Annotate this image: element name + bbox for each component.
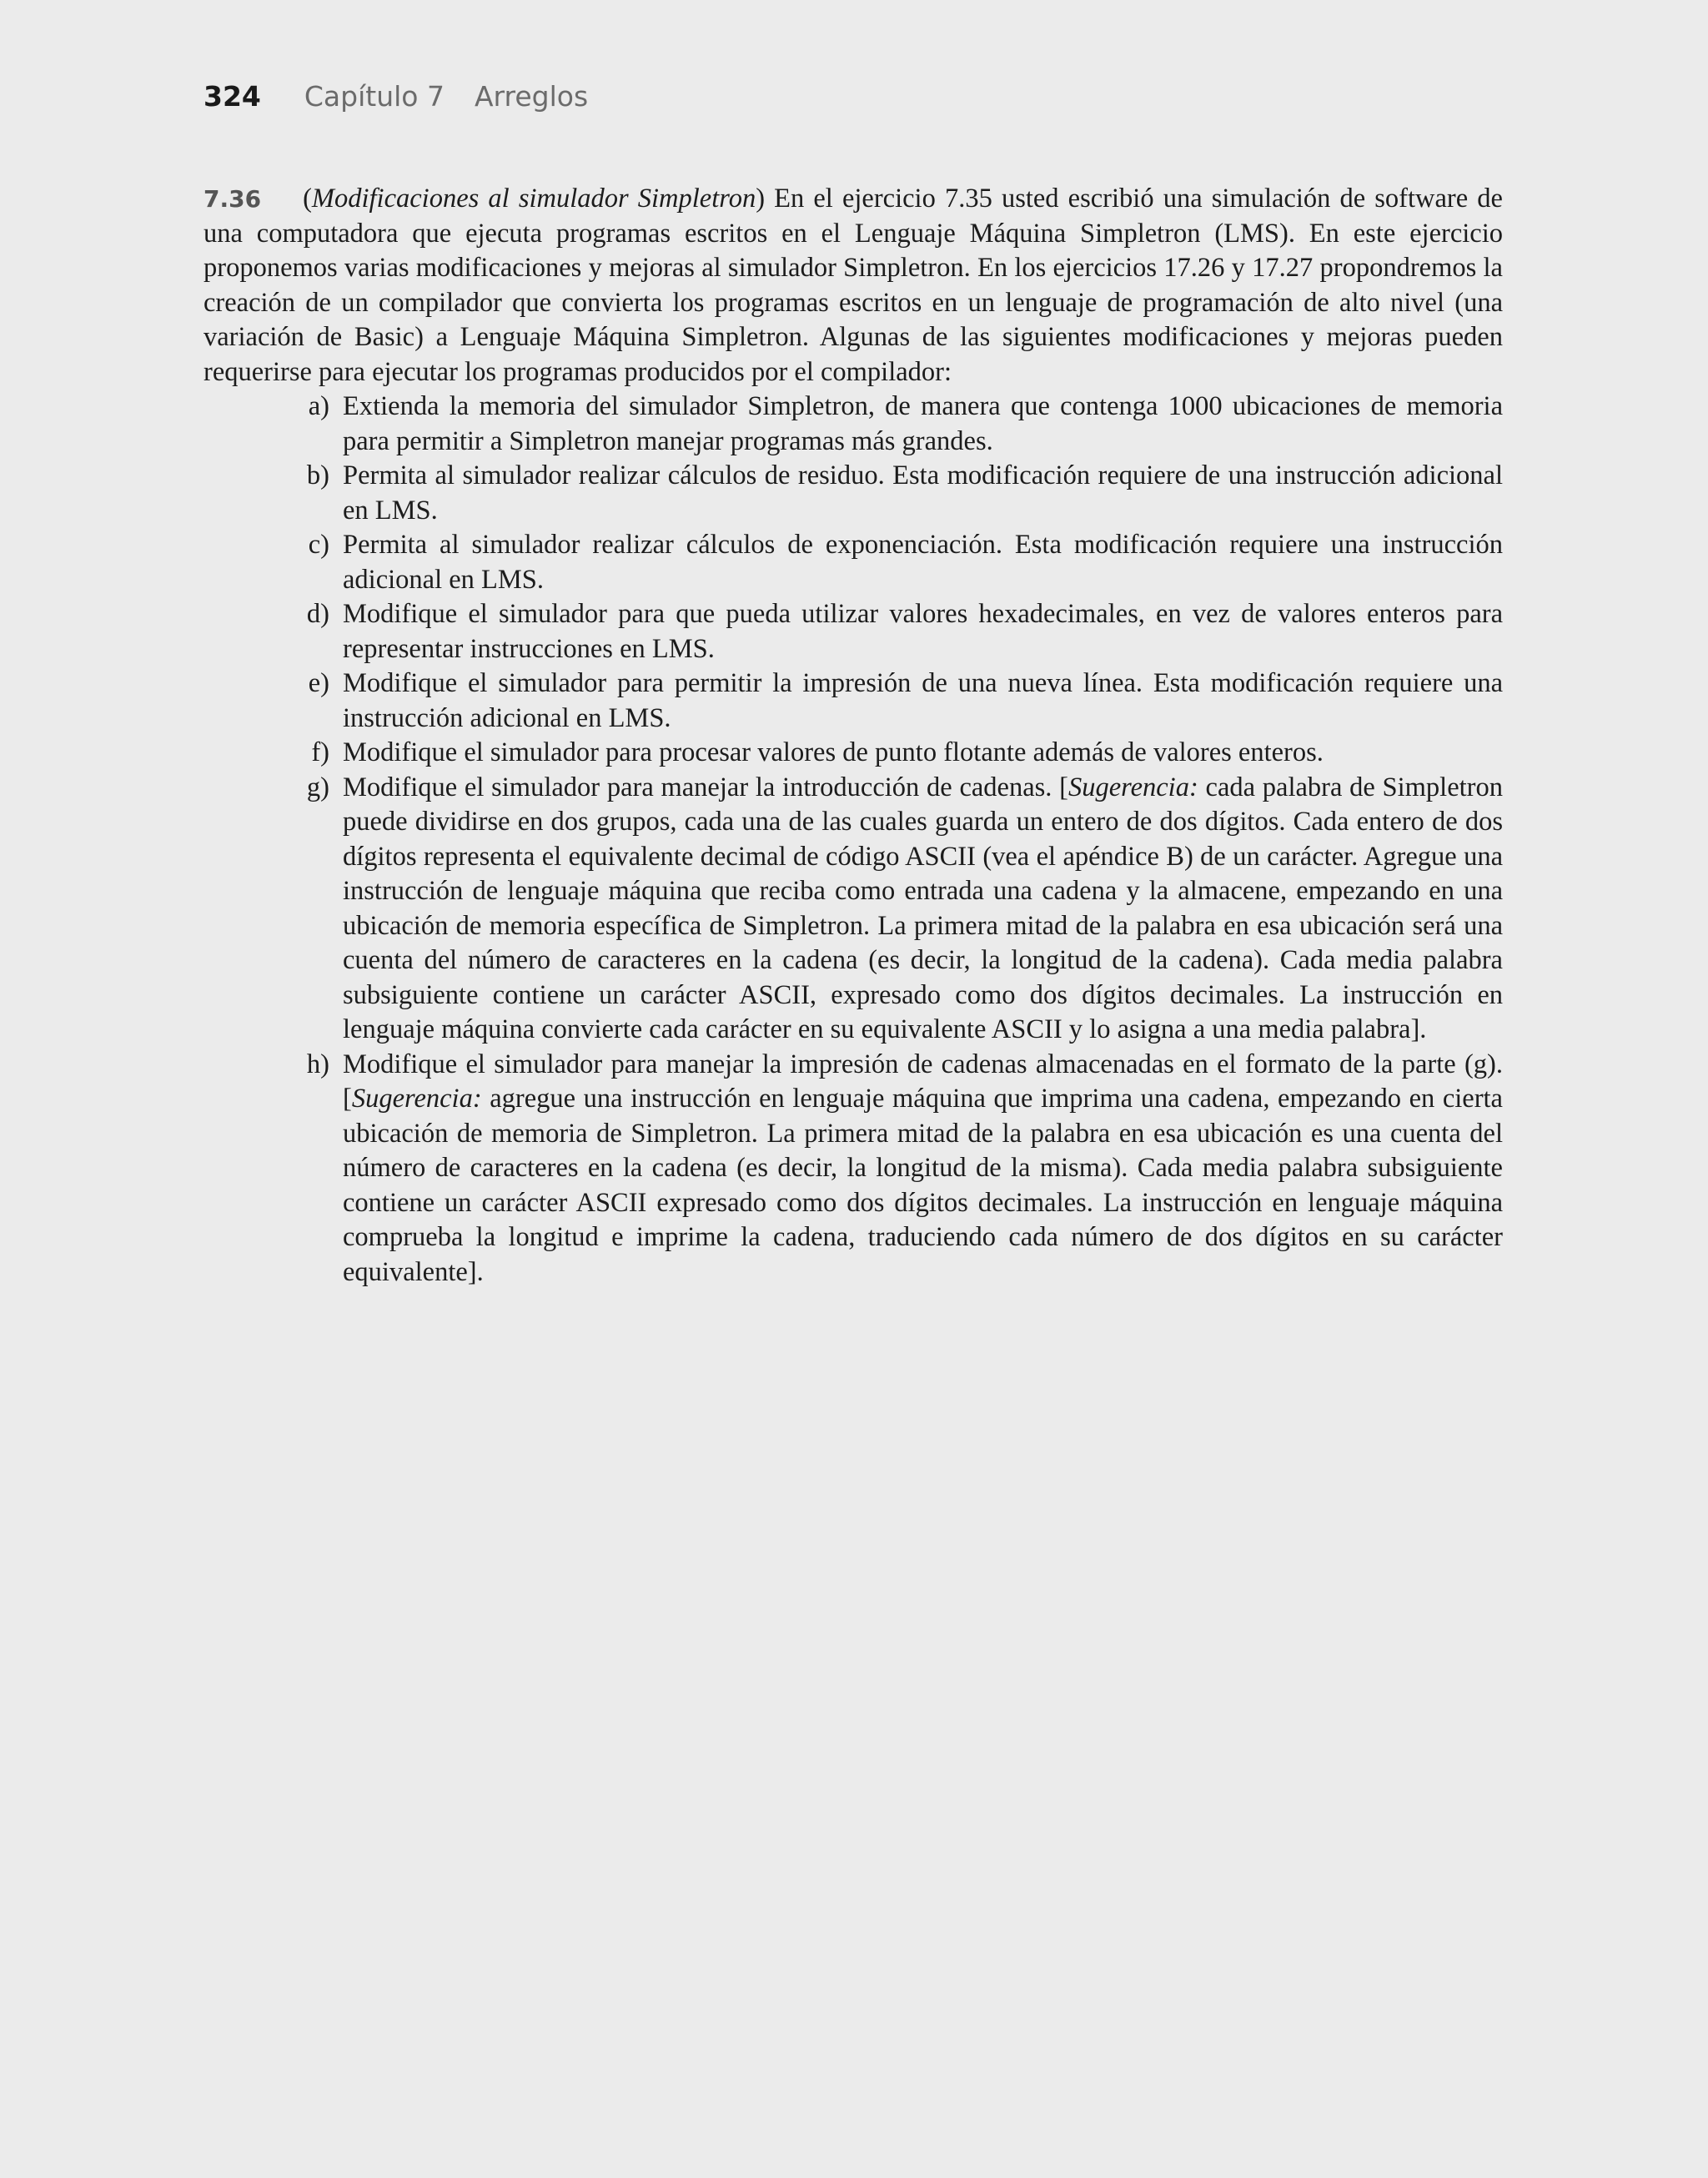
exercise-intro-text: ) En el ejercicio 7.35 usted escribió una simulación de software de una computadora que ejecuta programas escritos en el Lenguaje Máquina Simpletron (LMS). En este ejercicio proponemos varias modificaciones y mejoras al simulador Simpletron. En los ejercicios 17.26 y 17.27 propondremos la creación de un compilador que convierta los programas escritos en un lenguaje de programación de alto nivel (una variación de Basic) a Lenguaje Máquina Simpletron. Algunas de las siguientes modificaciones y mejoras pueden requerirse para ejecutar los programas producidos por el compilador: bbox=[203, 184, 1503, 387]
item-text-before: Modifique el simulador para manejar la impresión de cadenas almacenadas en el formato de la parte (g). [ bbox=[343, 1049, 1503, 1114]
item-text-before: Modifique el simulador para manejar la introducción de cadenas. [ bbox=[343, 772, 1068, 802]
item-text: Modifique el simulador para permitir la impresión de una nueva línea. Esta modificación requiere una instrucción adicional en LMS. bbox=[343, 668, 1503, 733]
item-text: Permita al simulador realizar cálculos de residuo. Esta modificación requiere de una instrucción adicional en LMS. bbox=[343, 460, 1503, 526]
item-text bbox=[329, 771, 1503, 1048]
chapter-title: Arreglos bbox=[474, 80, 589, 113]
title-open-paren: ( bbox=[303, 184, 312, 214]
item-label: f) bbox=[311, 737, 329, 767]
item-label: a) bbox=[308, 391, 329, 421]
item-text-after: cada palabra de Simpletron puede dividirse en dos grupos, cada una de las cuales guarda un entero de dos dígitos. Cada entero de dos dígitos representa el equivalente decimal de código ASCII (vea el apéndice B) de un carácter. Agregue una instrucción de lenguaje máquina que reciba como entrada una cadena y la almacene, empezando en una ubicación de memoria específica de Simpletron. La primera mitad de la palabra en esa ubicación será una cuenta del número de caracteres en la cadena (es decir, la longitud de la cadena). Cada media palabra subsiguiente contiene un carácter ASCII, expresado como dos dígitos decimales. La instrucción en lenguaje máquina convierte cada carácter en su equivalente ASCII y lo asigna a una media palabra]. bbox=[343, 772, 1503, 1044]
list-item bbox=[291, 459, 1503, 528]
hint-label: Sugerencia: bbox=[351, 1084, 482, 1114]
item-label: h) bbox=[306, 1049, 329, 1079]
exercise-title: Modificaciones al simulador Simpletron bbox=[311, 184, 756, 214]
item-text: Extienda la memoria del simulador Simpletron, de manera que contenga 1000 ubicaciones de memoria para permitir a Simpletron manejar programas más grandes. bbox=[343, 391, 1503, 456]
item-text: Modifique el simulador para procesar valores de punto flotante además de valores enteros. bbox=[343, 737, 1324, 767]
item-label: c) bbox=[308, 530, 329, 560]
list-item bbox=[291, 597, 1503, 666]
item-text-after: agregue una instrucción en lenguaje máquina que imprima una cadena, empezando en cierta ubicación de memoria de Simpletron. La primera mitad de la palabra en esa ubicación es una cuenta del número de caracteres en la cadena (es decir, la longitud de la misma). Cada media palabra subsiguiente contiene un carácter ASCII expresado como dos dígitos decimales. La instrucción en lenguaje máquina comprueba la longitud e imprime la cadena, traduciendo cada número de dos dígitos en su carácter equivalente]. bbox=[343, 1084, 1503, 1287]
chapter-label: Capítulo 7 bbox=[304, 80, 445, 113]
item-text: Permita al simulador realizar cálculos de exponenciación. Esta modificación requiere una instrucción adicional en LMS. bbox=[343, 530, 1503, 595]
exercise-block bbox=[203, 182, 1503, 1290]
list-item bbox=[291, 771, 1503, 1048]
hint-label: Sugerencia: bbox=[1068, 772, 1198, 802]
exercise-intro bbox=[203, 182, 1503, 390]
item-text: Modifique el simulador para que pueda utilizar valores hexadecimales, en vez de valores enteros para representar instrucciones en LMS. bbox=[343, 599, 1503, 664]
item-label: e) bbox=[308, 668, 329, 698]
running-header bbox=[203, 80, 588, 120]
exercise-items bbox=[203, 390, 1503, 1290]
item-text bbox=[329, 1048, 1503, 1290]
list-item bbox=[291, 528, 1503, 597]
item-label: g) bbox=[306, 772, 329, 802]
exercise-number: 7.36 bbox=[203, 185, 262, 213]
page-number: 324 bbox=[203, 80, 261, 113]
list-item bbox=[291, 390, 1503, 459]
list-item bbox=[291, 736, 1503, 771]
list-item bbox=[291, 1048, 1503, 1290]
list-item bbox=[291, 666, 1503, 736]
item-label: b) bbox=[306, 460, 329, 490]
item-label: d) bbox=[306, 599, 329, 629]
